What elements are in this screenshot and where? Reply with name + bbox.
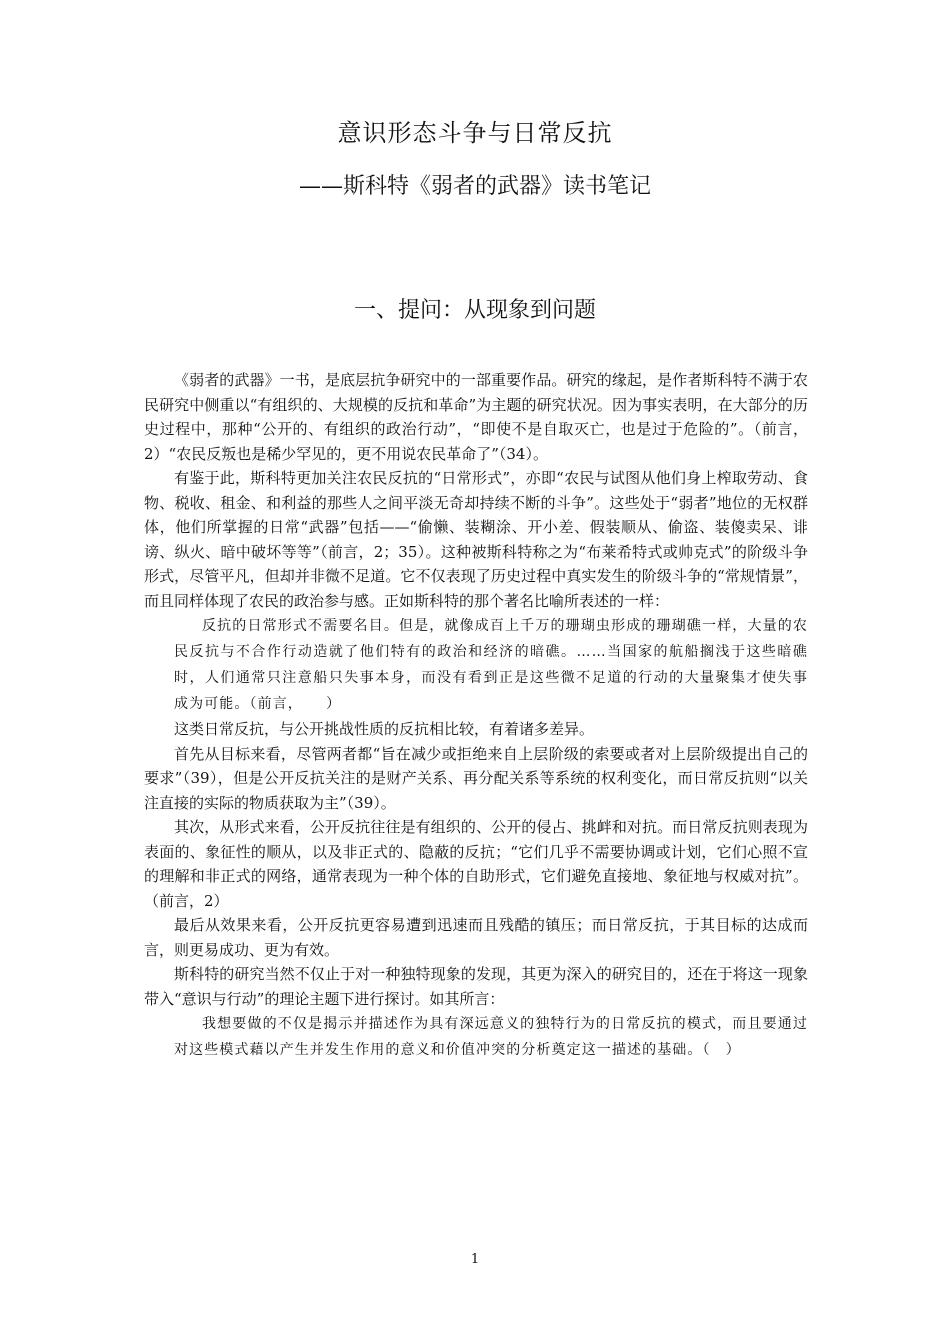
paragraph: 最后从效果来看，公开反抗更容易遭到迅速而且残酷的镇压；而日常反抗，于其目标的达成而言，则更易成功、更为有效。 <box>144 916 808 959</box>
paragraph: 斯科特的研究当然不仅止于对一种独特现象的发现，其更为深入的研究目的，还在于将这一现象带入“意识与行动”的理论主题下进行探讨。如其所言： <box>144 965 808 1008</box>
paragraph: 《弱者的武器》一书，是底层抗争研究中的一部重要作品。研究的缘起，是作者斯科特不满于农民研究中侧重以“有组织的、大规模的反抗和革命”为主题的研究状况。因为事实表明，在大部分的历史过程中，那种“公开的、有组织的政治行动”，“即使不是自取灭亡，也是过于危险的”。（前言，2）“农民反叛也是稀少罕见的，更不用说农民革命了”（34）。 <box>144 371 808 463</box>
paragraph: 其次，从形式来看，公开反抗往往是有组织的、公开的侵占、挑衅和对抗。而日常反抗则表现为表面的、象征性的顺从，以及非正式的、隐蔽的反抗；“它们几乎不需要协调或计划，它们心照不宣的理解和非正式的网络，通常表现为一种个体的自助形式，它们避免直接地、象征地与权威对抗”。（前言，2） <box>144 818 808 910</box>
page-number: 1 <box>470 1252 480 1267</box>
paragraph: 这类日常反抗，与公开挑战性质的反抗相比较，有着诸多差异。 <box>174 720 595 738</box>
section-heading: 一、提问：从现象到问题 <box>353 298 596 323</box>
block-quote: 我想要做的不仅是揭示并描述作为具有深远意义的独特行为的日常反抗的模式，而且要通过对这些模式藉以产生并发生作用的意义和价值冲突的分析奠定这一描述的基础。（ ） <box>174 1016 808 1058</box>
paragraph: 有鉴于此，斯科特更加关注农民反抗的“日常形式”，亦即“农民与试图从他们身上榨取劳动、食物、税收、租金、和利益的那些人之间平淡无奇却持续不断的斗争”。这些处于“弱者”地位的无权群体，他们所掌握的日常“武器”包括——“偷懒、装糊涂、开小差、假装顺从、偷盗、装傻卖呆、诽谤、纵火、暗中破坏等等”（前言，2；35）。这种被斯科特称之为“布莱希特式或帅克式”的阶级斗争形式，尽管平凡，但却并非微不足道。它不仅表现了历史过程中真实发生的阶级斗争的“常规情景”，而且同样体现了农民的政治参与感。正如斯科特的那个著名比喻所表述的一样： <box>144 469 808 610</box>
document-body <box>144 368 808 1063</box>
document-title: 意识形态斗争与日常反抗 <box>337 119 613 147</box>
document-subtitle: ——斯科特《弱者的武器》读书笔记 <box>298 174 651 199</box>
paragraph: 首先从目标来看，尽管两者都“旨在减少或拒绝来自上层阶级的索要或者对上层阶级提出自己的要求”（39），但是公开反抗关注的是财产关系、再分配关系等系统的权利变化，而日常反抗则“以关注直接的实际的物质获取为主”（39）。 <box>144 744 808 812</box>
block-quote: 反抗的日常形式不需要名目。但是，就像成百上千万的珊瑚虫形成的珊瑚礁一样，大量的农民反抗与不合作行动造就了他们特有的政治和经济的暗礁。……当国家的航船搁浅于这些暗礁时，人们通常只注意船只失事本身，而没有看到正是这些微不足道的行动的大量聚集才使失事成为可能。（前言， ） <box>174 618 808 712</box>
